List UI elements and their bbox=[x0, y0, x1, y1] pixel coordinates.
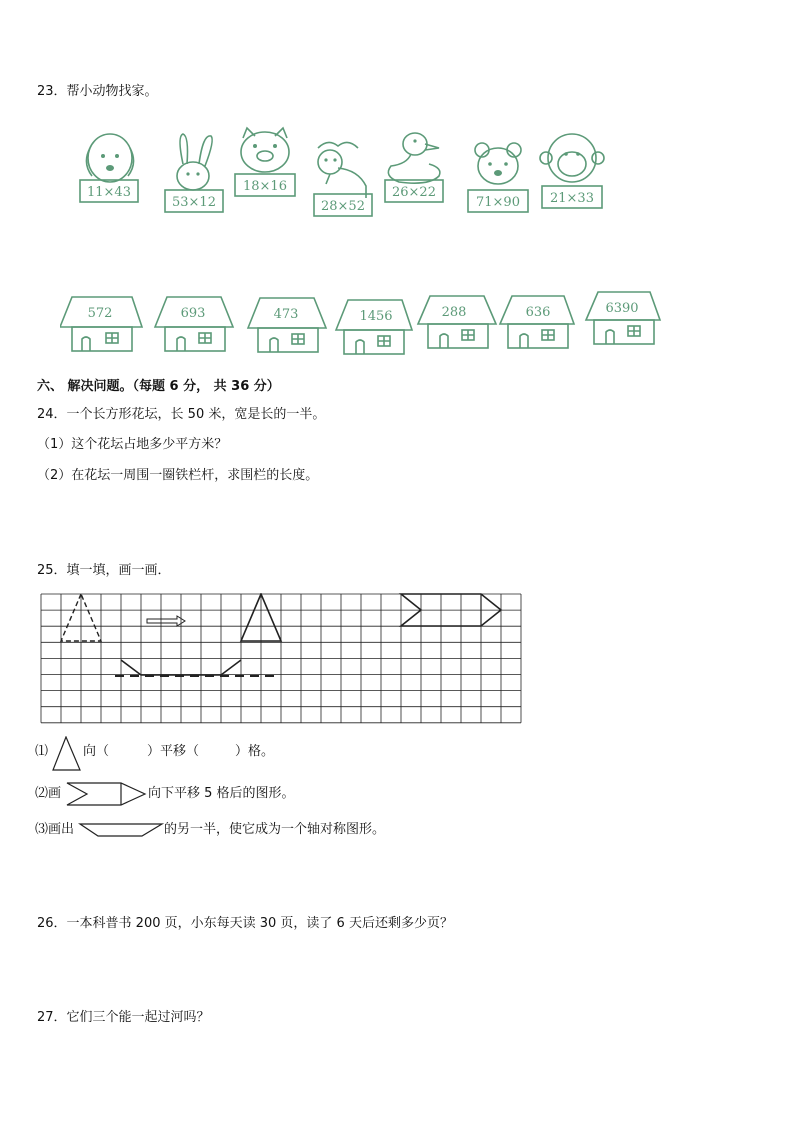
q23-title: 23．帮小动物找家。 bbox=[37, 84, 158, 99]
q25-p1-a: 向（ bbox=[83, 744, 110, 759]
q27-title: 27．它们三个能一起过河吗？ bbox=[37, 1010, 210, 1025]
q25-p1-num: ⑴ bbox=[35, 744, 49, 759]
svg-text:6390: 6390 bbox=[605, 301, 639, 316]
duck-icon bbox=[385, 133, 443, 202]
house-2 bbox=[155, 297, 233, 351]
goat-expr: 28×52 bbox=[321, 199, 365, 214]
q25-title: 25．填一填，画一画． bbox=[37, 563, 171, 578]
triangle-icon bbox=[52, 736, 82, 772]
dog-icon bbox=[80, 134, 138, 202]
half-shape-icon bbox=[78, 820, 166, 840]
rabbit-expr: 53×12 bbox=[172, 195, 216, 210]
svg-text:693: 693 bbox=[180, 306, 206, 321]
house-5 bbox=[418, 296, 496, 348]
bear-icon bbox=[468, 143, 528, 212]
arrow-shape-icon bbox=[65, 781, 149, 807]
monkey-expr: 21×33 bbox=[550, 191, 594, 206]
svg-text:636: 636 bbox=[525, 305, 551, 320]
svg-text:473: 473 bbox=[273, 307, 299, 322]
q25-p3-b: 的另一半，使它成为一个轴对称图形。 bbox=[164, 822, 386, 837]
house-7 bbox=[586, 292, 660, 344]
q25-p1-c: ）格。 bbox=[235, 744, 275, 759]
svg-text:1456: 1456 bbox=[359, 309, 393, 324]
svg-text:572: 572 bbox=[87, 306, 113, 321]
q25-p1-b: ）平移（ bbox=[147, 744, 200, 759]
goat-icon bbox=[314, 142, 372, 216]
q25-part3 bbox=[35, 818, 455, 842]
q25-p3-a: ⑶画出 bbox=[35, 822, 75, 837]
q25-grid-figure bbox=[40, 593, 525, 725]
pig-icon bbox=[235, 128, 295, 196]
animals-and-houses-figure bbox=[60, 120, 680, 365]
q25-p2-a: ⑵画 bbox=[35, 786, 62, 801]
svg-text:288: 288 bbox=[441, 305, 467, 320]
q25-p2-b: 向下平移 5 格后的图形。 bbox=[148, 786, 295, 801]
section6-title: 六、 解决问题。（每题 6 分， 共 36 分） bbox=[37, 379, 280, 394]
q24-sub1: （1）这个花坛占地多少平方米？ bbox=[37, 437, 228, 452]
monkey-icon bbox=[540, 134, 604, 208]
house-4 bbox=[336, 300, 412, 354]
dog-expr: 11×43 bbox=[87, 185, 131, 200]
house-6 bbox=[500, 296, 574, 348]
right-arrow-icon bbox=[147, 616, 185, 626]
house-3 bbox=[248, 298, 326, 352]
rabbit-icon bbox=[165, 134, 223, 212]
house-1 bbox=[60, 297, 142, 351]
q24-title: 24．一个长方形花坛，长 50 米，宽是长的一半。 bbox=[37, 407, 326, 422]
q25-part1 bbox=[35, 736, 455, 770]
pig-expr: 18×16 bbox=[243, 179, 287, 194]
q25-part2 bbox=[35, 781, 455, 807]
q24-sub2: （2）在花坛一周围一圈铁栏杆，求围栏的长度。 bbox=[37, 468, 319, 483]
q26-title: 26．一本科普书 200 页，小东每天读 30 页，读了 6 天后还剩多少页？ bbox=[37, 916, 453, 931]
bear-expr: 71×90 bbox=[476, 195, 520, 210]
duck-expr: 26×22 bbox=[392, 185, 436, 200]
